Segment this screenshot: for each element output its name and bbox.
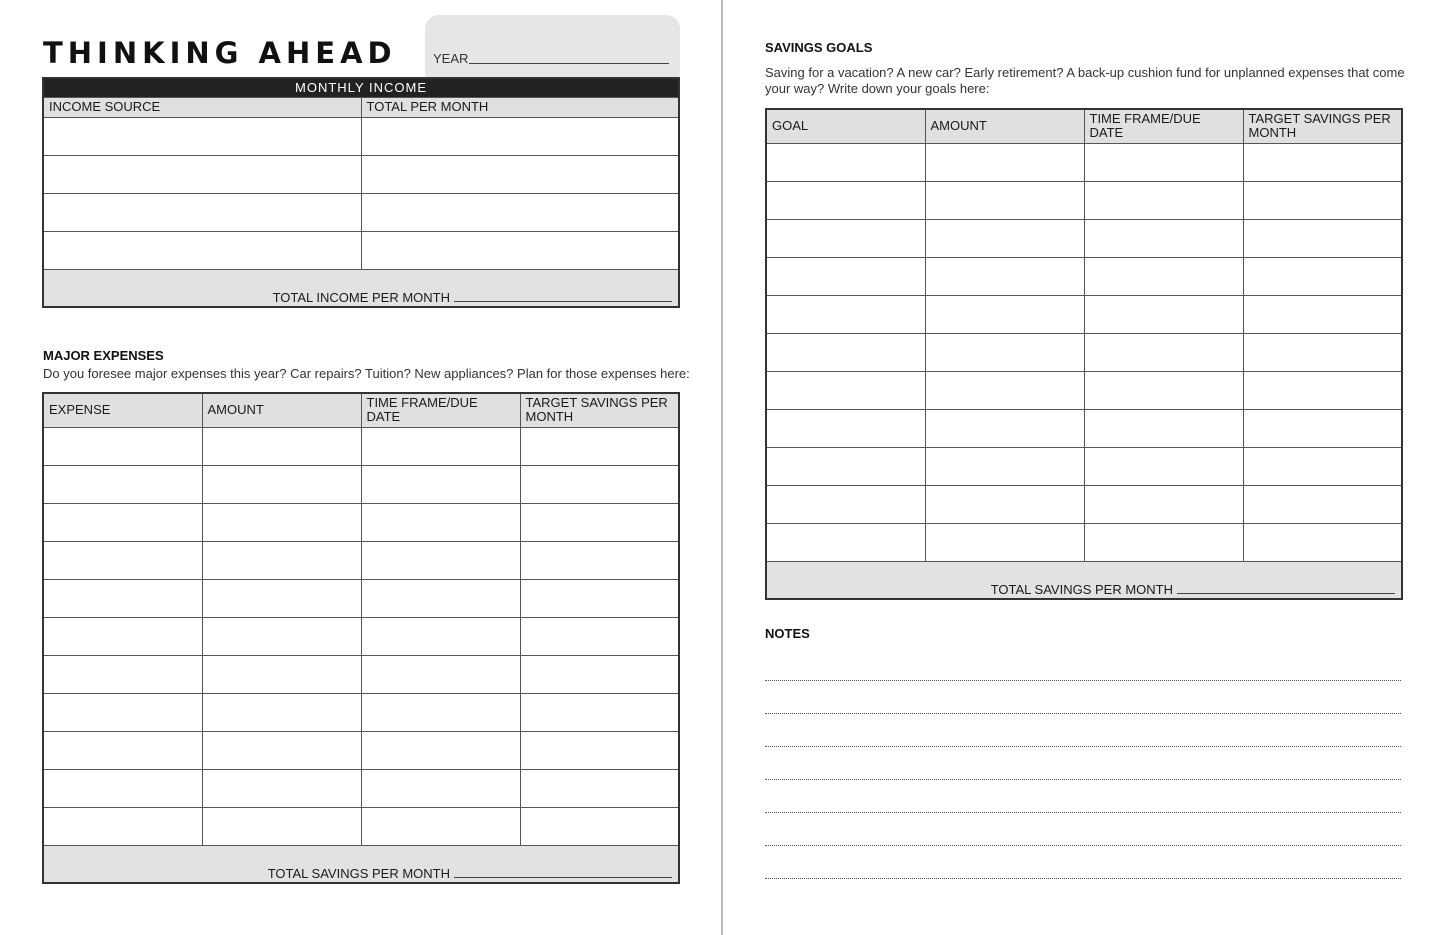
- col-amount: AMOUNT: [202, 393, 361, 427]
- table-cell[interactable]: [202, 503, 361, 541]
- table-cell[interactable]: [202, 465, 361, 503]
- notes-line[interactable]: [765, 680, 1401, 681]
- table-cell[interactable]: [1243, 371, 1402, 409]
- table-cell[interactable]: [43, 117, 361, 155]
- table-cell[interactable]: [1084, 295, 1243, 333]
- table-cell[interactable]: [43, 465, 202, 503]
- table-cell[interactable]: [766, 333, 925, 371]
- table-cell[interactable]: [361, 769, 520, 807]
- table-cell[interactable]: [766, 371, 925, 409]
- table-cell[interactable]: [520, 655, 679, 693]
- table-cell[interactable]: [520, 769, 679, 807]
- table-cell[interactable]: [1243, 257, 1402, 295]
- table-row: [766, 143, 1402, 181]
- table-cell[interactable]: [361, 193, 679, 231]
- notes-heading: NOTES: [765, 626, 810, 641]
- table-cell[interactable]: [925, 447, 1084, 485]
- income-total-label: TOTAL INCOME PER MONTH: [272, 290, 451, 305]
- table-cell[interactable]: [1084, 409, 1243, 447]
- table-cell[interactable]: [43, 617, 202, 655]
- savings-goals-heading: SAVINGS GOALS: [765, 40, 873, 55]
- table-row: [766, 485, 1402, 523]
- table-cell[interactable]: [1243, 523, 1402, 561]
- table-cell[interactable]: [520, 807, 679, 845]
- col-expense: EXPENSE: [43, 393, 202, 427]
- table-cell[interactable]: [202, 731, 361, 769]
- table-cell[interactable]: [43, 655, 202, 693]
- table-cell[interactable]: [43, 693, 202, 731]
- table-row: [766, 523, 1402, 561]
- year-field[interactable]: [469, 63, 669, 64]
- table-cell[interactable]: [766, 295, 925, 333]
- table-cell[interactable]: [925, 485, 1084, 523]
- table-cell[interactable]: [925, 257, 1084, 295]
- table-row: [43, 807, 679, 845]
- table-cell[interactable]: [766, 143, 925, 181]
- table-cell[interactable]: [520, 541, 679, 579]
- table-cell[interactable]: [361, 155, 679, 193]
- goals-total-label: TOTAL SAVINGS PER MONTH: [990, 582, 1173, 597]
- table-cell[interactable]: [520, 617, 679, 655]
- table-cell[interactable]: [202, 807, 361, 845]
- table-cell[interactable]: [1084, 143, 1243, 181]
- table-cell[interactable]: [361, 617, 520, 655]
- table-cell[interactable]: [202, 655, 361, 693]
- col-total-per-month: TOTAL PER MONTH: [361, 97, 679, 117]
- col-time-frame: TIME FRAME/DUE DATE: [1084, 109, 1243, 143]
- table-cell[interactable]: [361, 427, 520, 465]
- table-row: [43, 465, 679, 503]
- col-target-savings: TARGET SAVINGS PER MONTH: [1243, 109, 1402, 143]
- expenses-total-row[interactable]: [43, 845, 679, 883]
- table-cell[interactable]: [1084, 181, 1243, 219]
- table-row: [43, 427, 679, 465]
- income-total-field[interactable]: [454, 291, 672, 302]
- major-expenses-description: Do you foresee major expenses this year? Car repairs? Tuition? New appliances? Plan for those expenses here:: [43, 366, 690, 381]
- table-cell[interactable]: [1243, 333, 1402, 371]
- notes-line[interactable]: [765, 713, 1401, 714]
- col-amount: AMOUNT: [925, 109, 1084, 143]
- table-row: [766, 257, 1402, 295]
- table-cell[interactable]: [361, 231, 679, 269]
- table-cell[interactable]: [1243, 447, 1402, 485]
- table-cell[interactable]: [1243, 219, 1402, 257]
- col-target-savings: TARGET SAVINGS PER MONTH: [520, 393, 679, 427]
- table-cell[interactable]: [766, 447, 925, 485]
- table-cell[interactable]: [766, 409, 925, 447]
- table-cell[interactable]: [43, 503, 202, 541]
- table-cell[interactable]: [1243, 295, 1402, 333]
- notes-line[interactable]: [765, 779, 1401, 780]
- notes-line[interactable]: [765, 845, 1401, 846]
- table-cell[interactable]: [43, 155, 361, 193]
- table-row: [43, 693, 679, 731]
- table-cell[interactable]: [520, 579, 679, 617]
- table-cell[interactable]: [1084, 333, 1243, 371]
- table-cell[interactable]: [43, 769, 202, 807]
- major-expenses-heading: MAJOR EXPENSES: [43, 348, 164, 363]
- expenses-total-field[interactable]: [454, 867, 672, 878]
- col-time-frame: TIME FRAME/DUE DATE: [361, 393, 520, 427]
- table-row: [43, 579, 679, 617]
- monthly-income-band: MONTHLY INCOME: [43, 78, 679, 97]
- major-expenses-table: [42, 392, 680, 884]
- table-cell[interactable]: [1243, 181, 1402, 219]
- table-cell[interactable]: [361, 541, 520, 579]
- table-row: [43, 541, 679, 579]
- table-row: [43, 769, 679, 807]
- table-cell[interactable]: [202, 579, 361, 617]
- table-cell[interactable]: [361, 731, 520, 769]
- table-row: [766, 371, 1402, 409]
- table-cell[interactable]: [1084, 485, 1243, 523]
- table-cell[interactable]: [361, 807, 520, 845]
- table-cell[interactable]: [1243, 409, 1402, 447]
- table-cell[interactable]: [202, 427, 361, 465]
- table-row: [43, 655, 679, 693]
- table-cell[interactable]: [925, 523, 1084, 561]
- table-cell[interactable]: [1084, 523, 1243, 561]
- monthly-income-table: [42, 77, 680, 308]
- col-goal: GOAL: [766, 109, 925, 143]
- table-row: [43, 503, 679, 541]
- table-row: [766, 333, 1402, 371]
- table-cell[interactable]: [925, 143, 1084, 181]
- page-title: THINKING AHEAD: [43, 36, 397, 70]
- table-cell[interactable]: [361, 465, 520, 503]
- table-cell[interactable]: [1084, 257, 1243, 295]
- table-cell[interactable]: [43, 541, 202, 579]
- table-cell[interactable]: [43, 427, 202, 465]
- table-cell[interactable]: [1084, 447, 1243, 485]
- table-cell[interactable]: [1084, 219, 1243, 257]
- table-cell[interactable]: [766, 485, 925, 523]
- table-cell[interactable]: [520, 427, 679, 465]
- table-cell[interactable]: [202, 617, 361, 655]
- table-row: [766, 447, 1402, 485]
- table-cell[interactable]: [520, 731, 679, 769]
- table-cell[interactable]: [361, 693, 520, 731]
- table-cell[interactable]: [202, 693, 361, 731]
- year-label: YEAR: [433, 51, 469, 66]
- savings-goals-table: [765, 108, 1403, 600]
- table-cell[interactable]: [766, 523, 925, 561]
- table-cell[interactable]: [361, 503, 520, 541]
- goals-total-row[interactable]: [766, 561, 1402, 599]
- table-cell[interactable]: [766, 181, 925, 219]
- table-cell[interactable]: [766, 219, 925, 257]
- expenses-total-label: TOTAL SAVINGS PER MONTH: [267, 866, 450, 881]
- income-total-row[interactable]: [43, 269, 679, 307]
- table-cell[interactable]: [766, 257, 925, 295]
- table-cell[interactable]: [925, 181, 1084, 219]
- table-row: [43, 617, 679, 655]
- table-cell[interactable]: [1084, 371, 1243, 409]
- table-cell[interactable]: [43, 731, 202, 769]
- table-cell[interactable]: [43, 579, 202, 617]
- savings-goals-description: Saving for a vacation? A new car? Early retirement? A back-up cushion fund for unplanned expenses that come your way? Write down your goals here:: [765, 65, 1405, 96]
- table-cell[interactable]: [925, 371, 1084, 409]
- table-row: [766, 295, 1402, 333]
- notes-line[interactable]: [765, 746, 1401, 747]
- table-cell[interactable]: [43, 231, 361, 269]
- table-cell[interactable]: [925, 409, 1084, 447]
- table-cell[interactable]: [202, 541, 361, 579]
- table-cell[interactable]: [202, 769, 361, 807]
- goals-total-field[interactable]: [1177, 583, 1395, 594]
- table-cell[interactable]: [361, 117, 679, 155]
- table-cell[interactable]: [361, 655, 520, 693]
- table-cell[interactable]: [1243, 485, 1402, 523]
- table-row: [766, 409, 1402, 447]
- col-income-source: INCOME SOURCE: [43, 97, 361, 117]
- notes-line[interactable]: [765, 878, 1401, 879]
- page-divider: [721, 0, 723, 935]
- table-cell[interactable]: [925, 333, 1084, 371]
- table-row: [766, 219, 1402, 257]
- table-cell[interactable]: [43, 807, 202, 845]
- table-cell[interactable]: [1243, 143, 1402, 181]
- table-cell[interactable]: [925, 295, 1084, 333]
- table-cell[interactable]: [520, 693, 679, 731]
- table-cell[interactable]: [361, 579, 520, 617]
- table-cell[interactable]: [43, 193, 361, 231]
- notes-line[interactable]: [765, 812, 1401, 813]
- table-cell[interactable]: [520, 503, 679, 541]
- table-row: [43, 731, 679, 769]
- table-row: [766, 181, 1402, 219]
- table-cell[interactable]: [925, 219, 1084, 257]
- table-cell[interactable]: [520, 465, 679, 503]
